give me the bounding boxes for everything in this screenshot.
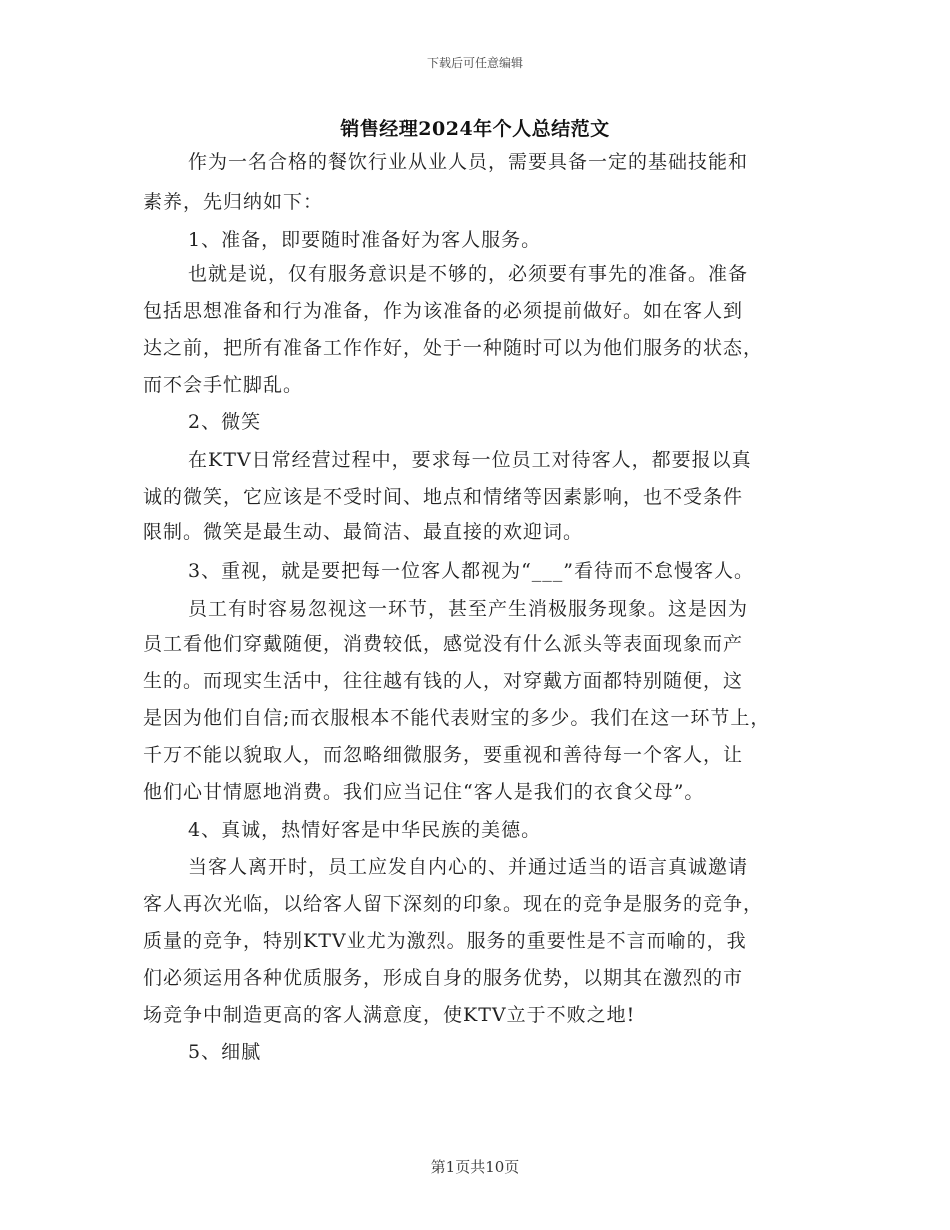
body-line: 质量的竞争，特别KTV业尤为激烈。服务的重要性是不言而喻的，我 (143, 930, 747, 952)
body-line: 场竞争中制造更高的客人满意度，使KTV立于不败之地! (143, 1004, 636, 1026)
body-line: 是因为他们自信;而衣服根本不能代表财宝的多少。我们在这一环节上， (143, 707, 771, 729)
body-line: 4、真诚，热情好客是中华民族的美德。 (188, 819, 542, 841)
body-line: 而不会手忙脚乱。 (143, 374, 304, 396)
body-line: 5、细腻 (188, 1041, 262, 1063)
body-line: 生的。而现实生活中，往往越有钱的人，对穿戴方面都特别随便，这 (143, 670, 744, 692)
body-line: 素养，先归纳如下： (143, 191, 324, 213)
header-note: 下载后可任意编辑 (426, 56, 523, 70)
body-line: 1、准备，即要随时准备好为客人服务。 (188, 229, 542, 251)
body-line: 员工看他们穿戴随便，消费较低，感觉没有什么派头等表面现象而产 (143, 633, 744, 655)
body-line: 他们心甘情愿地消费。我们应当记住“客人是我们的衣食父母”。 (143, 781, 705, 803)
body-line: 诚的微笑，它应该是不受时间、地点和情绪等因素影响，也不受条件 (143, 486, 744, 508)
body-line: 当客人离开时，员工应发自内心的、并通过适当的语言真诚邀请 (188, 856, 749, 878)
body-line: 员工有时容易忽视这一环节，甚至产生消极服务现象。这是因为 (188, 598, 749, 620)
body-line: 在KTV日常经营过程中，要求每一位员工对待客人，都要报以真 (188, 449, 752, 471)
body-line: 限制。微笑是最生动、最简洁、最直接的欢迎词。 (143, 521, 584, 543)
page-number: 第1页共10页 (430, 1158, 520, 1176)
document-title: 销售经理2024年个人总结范文 (340, 118, 610, 140)
body-line: 们必须运用各种优质服务，形成自身的服务优势，以期其在激烈的市 (143, 967, 744, 989)
body-line: 包括思想准备和行为准备，作为该准备的必须提前做好。如在客人到 (143, 300, 744, 322)
body-line: 3、重视，就是要把每一位客人都视为“___”看待而不怠慢客人。 (188, 560, 755, 582)
body-line: 也就是说，仅有服务意识是不够的，必须要有事先的准备。准备 (188, 263, 749, 285)
body-line: 达之前，把所有准备工作作好，处于一种随时可以为他们服务的状态， (143, 337, 764, 359)
body-line: 作为一名合格的餐饮行业从业人员，需要具备一定的基础技能和 (188, 151, 749, 173)
body-line: 客人再次光临，以给客人留下深刻的印象。现在的竞争是服务的竞争， (143, 893, 764, 915)
body-line: 2、微笑 (188, 411, 262, 433)
body-line: 千万不能以貌取人，而忽略细微服务，要重视和善待每一个客人，让 (143, 744, 744, 766)
